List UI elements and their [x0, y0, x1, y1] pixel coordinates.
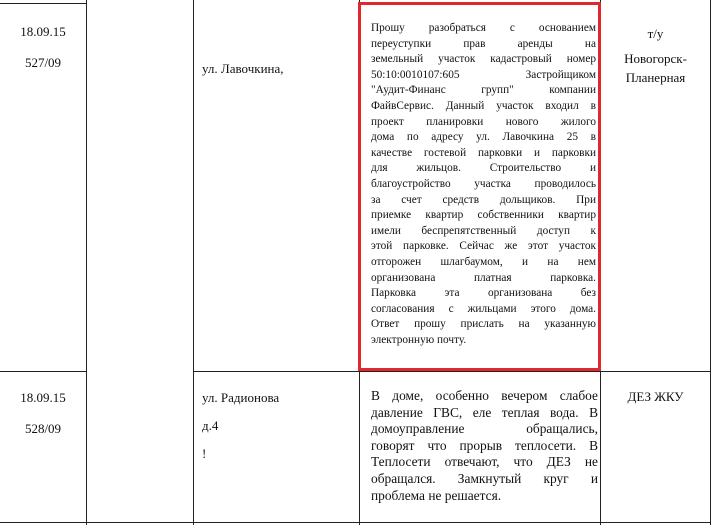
address: д.4	[202, 418, 219, 433]
complaint-text: В доме, особенно вечером слабое давление ГВС, еле теплая вода. В домоуправление обращались, говорят что прорыв теплосети. В Теплосети отвечают, что ДЕЗ не обращался. Замкнутый круг и проблема не решается.	[371, 388, 598, 503]
organization: ДЕЗ ЖКУ	[627, 389, 684, 404]
number-cell	[0, 55, 86, 71]
organization: Новогорск-	[624, 51, 687, 66]
row-divider-right	[193, 371, 711, 372]
registration-number: 528/09	[24, 421, 62, 436]
registration-number: 527/09	[24, 55, 62, 70]
organization-cell	[601, 24, 710, 87]
date-cell	[0, 390, 86, 406]
date: 18.09.15	[20, 390, 66, 405]
highlight-box	[358, 2, 601, 371]
number-cell	[0, 421, 86, 437]
address: ул. Радионова	[202, 390, 280, 405]
grid-line-left	[86, 0, 87, 525]
grid-line-col2	[193, 0, 194, 525]
row-divider	[0, 371, 86, 372]
date-cell	[0, 24, 86, 40]
address-cell	[202, 390, 352, 462]
organization: т/у	[647, 26, 664, 41]
address: ул. Лавочкина,	[202, 61, 284, 76]
organization: Планерная	[625, 70, 686, 85]
address-cell	[202, 61, 352, 77]
complaint-text: Прошу разобраться с основанием переуступки прав аренды на земельный участок кадастровый номер 50:10:0010107:605 Застройщиком "Аудит-Финанс групп" компании ФайвСервис. Данный участок входил в проект планировки нового жилого дома по адресу ул. Лавочкина 25 в качестве гостевой парковки и парковки для жильцов. Строительство и благоустройство участка проводилось за счет средств дольщиков. При приемке квартир собственники квартир имели беспрепятственный доступ к этой парковке. Сейчас же этот участок отгорожен шлагбаумом, и на нем организована платная парковка. Парковка эта организована без согласования с жильцами этого дома. Ответ прошу прислать на указанную электронную почту.	[371, 22, 596, 346]
organization-cell	[601, 389, 710, 405]
address: !	[202, 446, 207, 461]
row-divider-top	[0, 3, 86, 4]
date: 18.09.15	[20, 24, 66, 39]
row-divider-bottom	[0, 522, 711, 523]
